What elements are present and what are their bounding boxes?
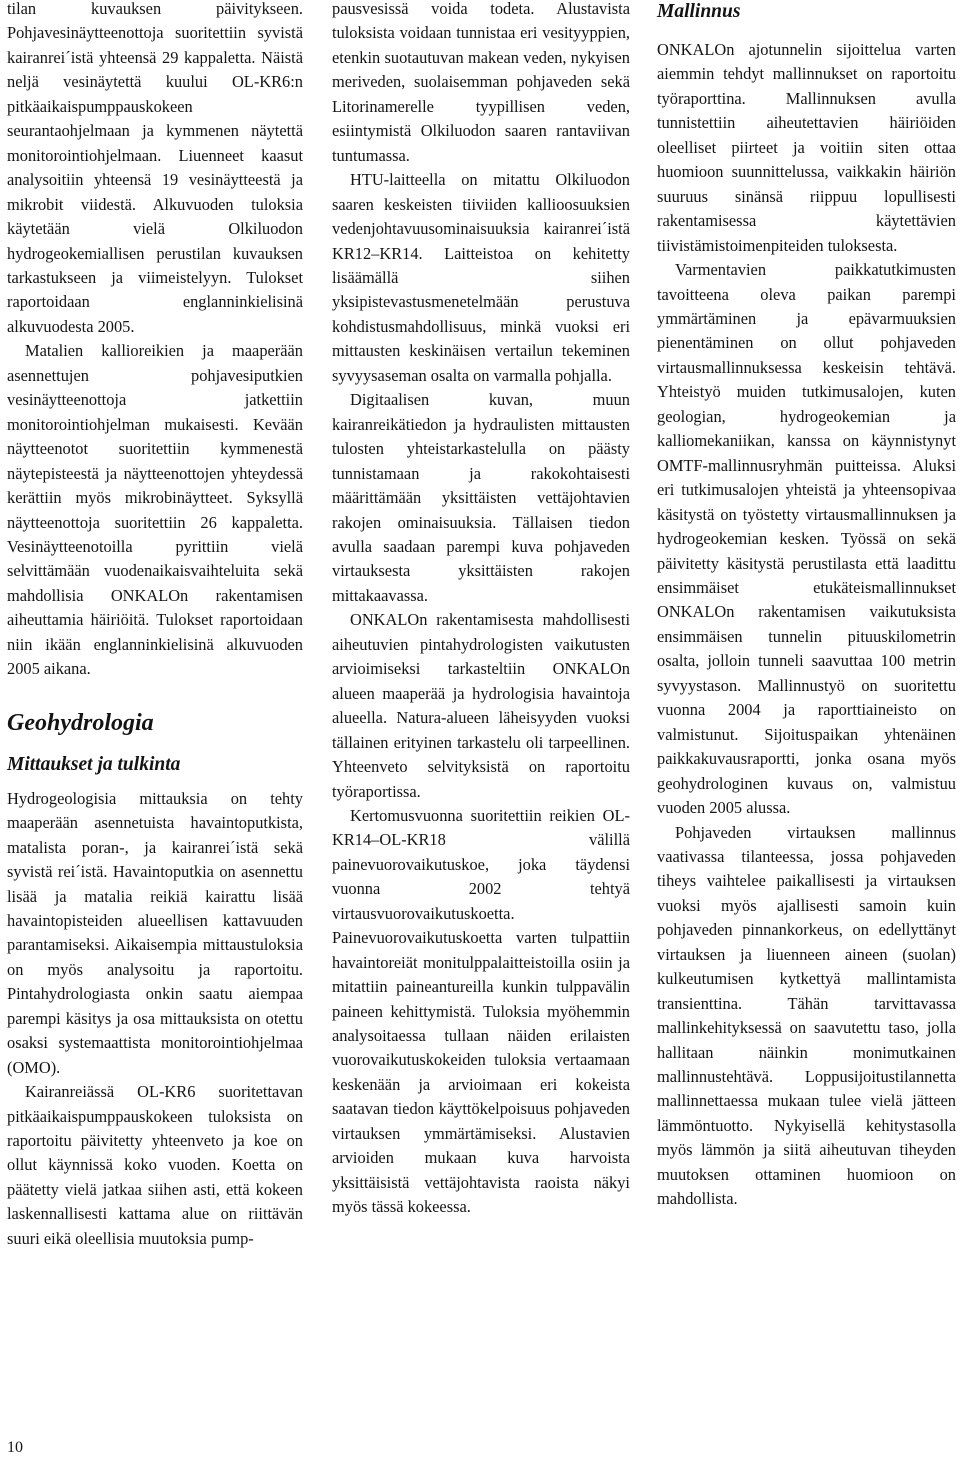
paragraph: Kertomusvuonna suoritettiin reikien OL-KR14–OL-KR18 välillä painevuorovaikutuskoe, joka täydensi vuonna 2002 tehtyä virtausvuorovaikutuskoetta. Painevuorovaikutuskoetta varten tulpattiin havaintoreiät monitulppalaitteistoilla osiin ja mitattiin paineantureilla kunkin tulppavälin paineen kehittymistä. Tuloksia myöhemmin analysoitaessa tullaan näiden erilaisten vuorovaikutuskokeiden tuloksia vertaamaan keskenään ja arvioimaan eri kokeista saatavan tiedon käyttökelpoisuus pohjaveden virtauksen ymmärtämiseksi. Alustavien arvioiden mukaan kuva harvoista yksittäisistä vettäjohtavista raoista näkyi myös tässä kokeessa. [332,805,630,1217]
column-right [657,0,956,1212]
paragraph: pausvesissä voida todeta. Alustavista tuloksista voidaan tunnistaa eri vesityyppien, etenkin suotautuvan makean veden, nykyisen meriveden, suolaisemman pohjaveden sekä Litorinamerelle tyypillisen veden, esiintymistä Olkiluodon saaren rantaviivan tuntumassa. [332,0,630,165]
paragraph: Matalien kallioreikien ja maaperään asennettujen pohjavesiputkien vesinäytteenottoja jatkettiin monitorointiohjelman mukaisesti. Kevään näytteenotot suoritettiin kymmenestä näytepisteestä ja näytteenottojen yhteydessä kerättiin myös mikrobinäytteet. Syksyllä näytteenottoja suoritettiin 26 kappaletta. Vesinäytteenotoilla pyrittiin vielä selvittämään vuodenaikaisvaihteluita sekä mahdollisia ONKALOn rakentamisen aiheuttamia häiriöitä. Tulokset raportoidaan niin ikään englanninkielisinä alkuvuoden 2005 aikana. [7,341,303,679]
paragraph: HTU-laitteella on mitattu Olkiluodon saaren keskeisten tiiviiden kallioosuuksien vedenjohtavuusominaisuuksia kairanrei´istä KR12–KR14. Laitteistoa on kehitetty lisäämällä siihen yksipistevastusmenetelmään perustuva kohdistusmahdollisuus, minkä vuoksi eri mittausten keskinäisen vertailun tekeminen syvyysaseman osalta on varmalla pohjalla. [332,170,630,385]
paragraph: tilan kuvauksen päivitykseen. Pohjavesinäytteenottoja suoritettiin syvistä kairanrei´istä yhteensä 29 kappaletta. Näistä neljä vesinäytettä kuului OL-KR6:n pitkäaikaispumppauskokeen seurantaohjelmaan ja kymmenen näytettä monitorointiohjelmaan. Liuenneet kaasut analysoitiin yhteensä 19 vesinäytteestä ja mikrobit viidestä. Alkuvuoden tuloksia käytetään vielä Olkiluodon hydrogeokemiallisen perustilan kuvauksen tarkastukseen ja viimeistelyyn. Tulokset raportoidaan englanninkielisinä alkuvuodesta 2005. [7,0,303,336]
column-left [7,0,303,1251]
column-middle [332,0,630,1220]
paragraph: Varmentavien paikkatutkimusten tavoitteena oleva paikan parempi ymmärtäminen ja epävarmuuksien pienentäminen on ollut pohjaveden virtausmallinnuksessa keskeisin tehtävä. Yhteistyö muiden tutkimusalojen, kuten geologian, hydrogeokemian ja kalliomekaniikan, kanssa on käynnistynyt OMTF-mallinnusryhmän puitteissa. Aluksi eri tutkimusalojen yhteistä ja yhteensopivaa käsitystä on työstetty virtausmallinnuksen ja hydrogeokemian kesken. Työssä on sekä päivitetty käsitystä perustilasta että laadittu ensimmäiset etukäteismallinnukset ONKALOn rakentamisen vaikutuksista ensimmäisen tunnelin pituuskilometrin osalta, jolloin tunneli saavuttaa 100 metrin syvyystason. Mallinnustyö on suoritettu vuonna 2004 ja raporttiaineisto on valmistunut. Sijoituspaikan yhtenäinen paikkakuvausraportti, jonka osana myös geohydrologinen kuvaus on, valmistuu vuoden 2005 alussa. [657,260,956,818]
paragraph: Digitaalisen kuvan, muun kairanreikätiedon ja hydraulisten mittausten tulosten yhteistarkastelulla on päästy tunnistamaan ja rakokohtaisesti määrittämään yksittäisten vettäjohtavien rakojen ominaisuuksia. Tällaisen tiedon avulla saadaan parempi kuva pohjaveden virtauksesta yksittäisten rakojen mittakaavassa. [332,390,630,605]
paragraph: Kairanreiässä OL-KR6 suoritettavan pitkäaikaispumppauskokeen tuloksista on raportoitu päivitetty yhteenveto ja koe on ollut käynnissä koko vuoden. Koetta on päätetty vielä jatkaa siihen asti, että kokeen laskennallisesti kattama alue on riittävän suuri eikä oleellisia muutoksia pump- [7,1082,303,1248]
subsection-heading: Mittaukset ja tulkinta [7,753,181,775]
section-heading: Geohydrologia [7,709,154,736]
paragraph: Hydrogeologisia mittauksia on tehty maaperään asennetuista havaintoputkista, matalista poran-, ja kairanrei´istä sekä syvistä rei´istä. Havaintoputkia on asennettu lisää ja matalia reikiä kairattu lisää havaintopisteiden alueellisen kattavuuden parantamiseksi. Aikaisempia mittaustuloksia on myös analysoitu ja raportoitu. Pintahydrologiasta onkin saatu aiempaa parempi käsitys ja osa mittauksista on otettu osaksi systemaattista monitorointiohjelmaa (OMO). [7,788,303,1077]
paragraph: ONKALOn ajotunnelin sijoittelua varten aiemmin tehdyt mallinnukset on raportoitu työraporttina. Mallinnuksen avulla tunnistettiin aiheutettavien häiriöiden oleelliset piirteet ja voitiin siten ottaa huomioon suunnittelussa, vaikkakin häiriön suuruus sinänsä riippuu lopullisesti rakentamisessa käytettävien tiivistämistoimenpiteiden tuloksesta. [657,40,956,255]
page-number: 10 [7,1439,23,1456]
paragraph: ONKALOn rakentamisesta mahdollisesti aiheutuvien pintahydrologisten vaikutusten arvioimiseksi tarkasteltiin ONKALOn alueen maaperää ja hydrologisia havaintoja alueella. Natura-alueen läheisyyden vuoksi tällainen erityinen tarkastelu oli tarpeellinen. Yhteenveto selvityksistä on raportoitu työraportissa. [332,610,630,801]
paragraph: Pohjaveden virtauksen mallinnus vaativassa tilanteessa, jossa pohjaveden tiheys vaihtelee paikallisesti ja virtauksen vuoksi myös ajallisesti samoin kuin pohjaveden pinnankorkeus, on edellyttänyt virtauksen ja liuenneen aineen (suolan) kulkeutumisen kytkettyä mallintamista transienttina. Tähän tarvittavassa mallinkehityksessä on saavutettu taso, jolla hallitaan näinkin monimutkainen mallinnustehtävä. Loppusijoitustilannetta mallinnettaessa mukaan tulee vielä jätteen lämmöntuotto. Nykyisellä kehitystasolla myös lämmön ja siitä aiheutuvan tiheyden muutoksen ottaminen huomioon on mahdollista. [657,822,956,1209]
subsection-heading: Mallinnus [657,1,741,22]
